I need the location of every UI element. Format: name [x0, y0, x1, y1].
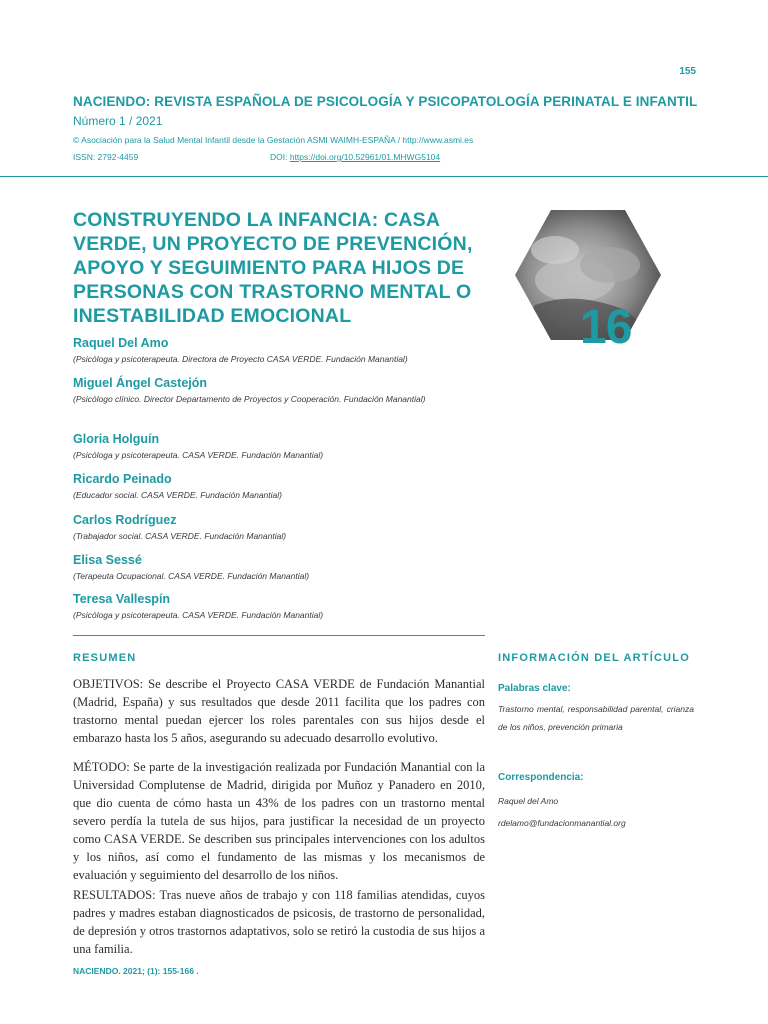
- author-entry: [73, 375, 488, 406]
- issn: ISSN: 2792-4459: [73, 152, 139, 162]
- correspondence-name: Raquel del Amo: [498, 796, 559, 806]
- keywords-label: Palabras clave:: [498, 683, 571, 694]
- author-name: Elisa Sessé: [73, 553, 142, 567]
- article-title: CONSTRUYENDO LA INFANCIA: CASA VERDE, UN PROYECTO DE PREVENCIÓN, APOYO Y SEGUIMIENTO PARA HIJOS DE PERSONAS CON TRASTORNO MENTAL O INESTABILIDAD EMOCIONAL: [73, 209, 473, 327]
- author-name: Gloria Holguín: [73, 432, 160, 446]
- abstract-paragraph: RESULTADOS: Tras nueve años de trabajo y con 118 familias atendidas, cuyos padres y madres estaban diagnosticados de psicosis, de trastorno de personalidad, de depresión y otros trastornos adaptativos, solo se retiró la custodia de sus hijos a una familia.: [73, 888, 485, 956]
- citation-footer: NACIENDO. 2021; (1): 155-166 .: [73, 966, 199, 976]
- author-affiliation: (Psicólogo clínico. Director Departamento de Proyectos y Cooperación. Fundación Manantial): [73, 394, 426, 404]
- author-entry: [73, 335, 488, 366]
- article-number: 16: [580, 301, 632, 354]
- correspondence-label: Correspondencia:: [498, 772, 584, 783]
- issue-number: Número 1 / 2021: [73, 114, 163, 128]
- author-name: Ricardo Peinado: [73, 472, 172, 486]
- author-affiliation: (Terapeuta Ocupacional. CASA VERDE. Fundación Manantial): [73, 571, 310, 581]
- author-entry: [73, 552, 488, 583]
- author-entry: [73, 431, 488, 462]
- page-number: 155: [679, 66, 696, 77]
- author-entry: [73, 512, 488, 543]
- article-info-heading: INFORMACIÓN DEL ARTÍCULO: [498, 652, 690, 664]
- journal-title: NACIENDO: REVISTA ESPAÑOLA DE PSICOLOGÍA Y PSICOPATOLOGÍA PERINATAL E INFANTIL: [73, 94, 698, 109]
- correspondence-email[interactable]: rdelamo@fundacionmanantial.org: [498, 818, 626, 828]
- abstract-paragraph: MÉTODO: Se parte de la investigación realizada por Fundación Manantial con la Universidad Complutense de Madrid, dirigida por Muñoz y Panadero en 2010, que dio cuenta de cómo hasta un 43% de los padres con un trastorno mental severo perdía la tutela de sus hijos, para justificar la necesidad de un proyecto como CASA VERDE. Se describen sus principales intervenciones con los adultos y los niños, así como el fundamento de las mismas y los mecanismos de evaluación y seguimiento del desarrollo de los niños.: [73, 760, 485, 882]
- author-entry: [73, 591, 488, 622]
- doi: [270, 152, 440, 162]
- author-affiliation: (Psicóloga y psicoterapeuta. Directora de Proyecto CASA VERDE. Fundación Manantial): [73, 354, 408, 364]
- author-entry: [73, 471, 488, 502]
- author-affiliation: (Educador social. CASA VERDE. Fundación Manantial): [73, 490, 282, 500]
- author-name: Carlos Rodríguez: [73, 513, 177, 527]
- doi-link[interactable]: https://doi.org/10.52961/01.MHWG5104: [289, 152, 441, 162]
- author-affiliation: (Psicóloga y psicoterapeuta. CASA VERDE. Fundación Manantial): [73, 450, 324, 460]
- author-name: Raquel Del Amo: [73, 336, 169, 350]
- header-divider: [0, 176, 768, 177]
- section-divider: [73, 635, 485, 636]
- resumen-heading: RESUMEN: [73, 652, 137, 664]
- abstract-paragraph: OBJETIVOS: Se describe el Proyecto CASA VERDE de Fundación Manantial (Madrid, España) y sus resultados que desde 2011 facilita que los padres con trastorno mental puedan ejercer los roles parentales con sus hijos desde el embarazo hasta los 5 años, asegurando su adecuado desarrollo evolutivo.: [73, 677, 485, 745]
- author-name: Teresa Vallespín: [73, 592, 171, 606]
- author-name: Miguel Ángel Castejón: [73, 376, 208, 390]
- doi-label: DOI:: [270, 152, 290, 162]
- keywords-text: Trastorno mental, responsabilidad parental, crianza de los niños, prevención primaria: [498, 704, 694, 732]
- author-affiliation: (Trabajador social. CASA VERDE. Fundación Manantial): [73, 531, 287, 541]
- copyright-line: © Asociación para la Salud Mental Infantil desde la Gestación ASMI WAIMH-ESPAÑA / http://www.asmi.es: [73, 135, 474, 145]
- author-affiliation: (Psicóloga y psicoterapeuta. CASA VERDE. Fundación Manantial): [73, 610, 324, 620]
